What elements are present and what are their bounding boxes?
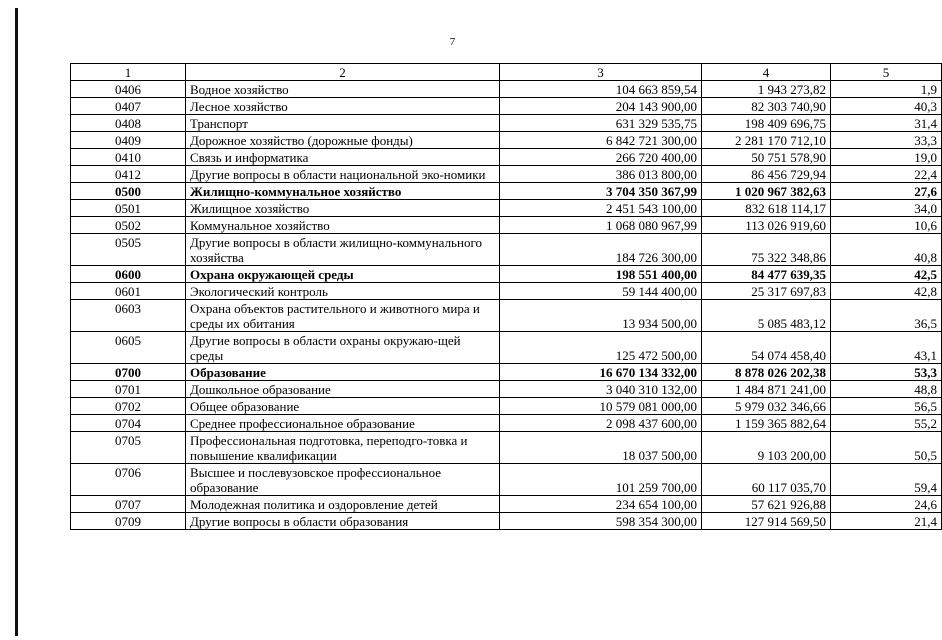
name-cell: Охрана объектов растительного и животного мира и среды их обитания: [186, 300, 500, 332]
amount-cell-col4: 5 979 032 346,66: [702, 398, 831, 415]
binding-edge-line: [15, 8, 18, 636]
percent-cell-col5: 48,8: [831, 381, 942, 398]
name-cell: Водное хозяйство: [186, 81, 500, 98]
name-cell: Другие вопросы в области жилищно-коммунального хозяйства: [186, 234, 500, 266]
table-row: [71, 217, 942, 234]
header-cell-5: 5: [831, 64, 942, 81]
code-cell: 0704: [71, 415, 186, 432]
percent-cell-col5: 42,5: [831, 266, 942, 283]
code-cell: 0502: [71, 217, 186, 234]
amount-cell-col4: 84 477 639,35: [702, 266, 831, 283]
amount-cell-col3: 234 654 100,00: [500, 496, 702, 513]
percent-cell-col5: 59,4: [831, 464, 942, 496]
code-cell: 0603: [71, 300, 186, 332]
percent-cell-col5: 31,4: [831, 115, 942, 132]
amount-cell-col3: 266 720 400,00: [500, 149, 702, 166]
amount-cell-col3: 204 143 900,00: [500, 98, 702, 115]
name-cell: Другие вопросы в области национальной эко-номики: [186, 166, 500, 183]
name-cell: Лесное хозяйство: [186, 98, 500, 115]
table-row: [71, 381, 942, 398]
amount-cell-col4: 113 026 919,60: [702, 217, 831, 234]
percent-cell-col5: 55,2: [831, 415, 942, 432]
code-cell: 0701: [71, 381, 186, 398]
amount-cell-col4: 75 322 348,86: [702, 234, 831, 266]
table-row: [71, 183, 942, 200]
table-row: [71, 266, 942, 283]
code-cell: 0705: [71, 432, 186, 464]
amount-cell-col3: 3 040 310 132,00: [500, 381, 702, 398]
amount-cell-col4: 2 281 170 712,10: [702, 132, 831, 149]
code-cell: 0406: [71, 81, 186, 98]
amount-cell-col4: 25 317 697,83: [702, 283, 831, 300]
amount-cell-col3: 3 704 350 367,99: [500, 183, 702, 200]
amount-cell-col4: 5 085 483,12: [702, 300, 831, 332]
table-row: [71, 464, 942, 496]
amount-cell-col4: 1 159 365 882,64: [702, 415, 831, 432]
name-cell: Жилищно-коммунальное хозяйство: [186, 183, 500, 200]
table-row: [71, 81, 942, 98]
table-row: [71, 166, 942, 183]
code-cell: 0501: [71, 200, 186, 217]
name-cell: Профессиональная подготовка, переподго-товка и повышение квалификации: [186, 432, 500, 464]
amount-cell-col3: 101 259 700,00: [500, 464, 702, 496]
percent-cell-col5: 19,0: [831, 149, 942, 166]
table-row: [71, 415, 942, 432]
table-row: [71, 300, 942, 332]
percent-cell-col5: 40,8: [831, 234, 942, 266]
code-cell: 0707: [71, 496, 186, 513]
table-row: [71, 332, 942, 364]
table-row: [71, 496, 942, 513]
amount-cell-col4: 198 409 696,75: [702, 115, 831, 132]
percent-cell-col5: 21,4: [831, 513, 942, 530]
name-cell: Молодежная политика и оздоровление детей: [186, 496, 500, 513]
percent-cell-col5: 1,9: [831, 81, 942, 98]
name-cell: Охрана окружающей среды: [186, 266, 500, 283]
amount-cell-col3: 198 551 400,00: [500, 266, 702, 283]
amount-cell-col3: 598 354 300,00: [500, 513, 702, 530]
name-cell: Транспорт: [186, 115, 500, 132]
amount-cell-col3: 386 013 800,00: [500, 166, 702, 183]
amount-cell-col4: 1 020 967 382,63: [702, 183, 831, 200]
code-cell: 0408: [71, 115, 186, 132]
code-cell: 0605: [71, 332, 186, 364]
amount-cell-col4: 57 621 926,88: [702, 496, 831, 513]
name-cell: Другие вопросы в области охраны окружаю-щей среды: [186, 332, 500, 364]
name-cell: Связь и информатика: [186, 149, 500, 166]
amount-cell-col4: 60 117 035,70: [702, 464, 831, 496]
name-cell: Дошкольное образование: [186, 381, 500, 398]
table-row: [71, 234, 942, 266]
code-cell: 0706: [71, 464, 186, 496]
amount-cell-col4: 86 456 729,94: [702, 166, 831, 183]
amount-cell-col3: 10 579 081 000,00: [500, 398, 702, 415]
percent-cell-col5: 40,3: [831, 98, 942, 115]
amount-cell-col4: 8 878 026 202,38: [702, 364, 831, 381]
code-cell: 0409: [71, 132, 186, 149]
budget-table-body: [71, 64, 942, 530]
percent-cell-col5: 42,8: [831, 283, 942, 300]
name-cell: Дорожное хозяйство (дорожные фонды): [186, 132, 500, 149]
amount-cell-col4: 54 074 458,40: [702, 332, 831, 364]
percent-cell-col5: 10,6: [831, 217, 942, 234]
amount-cell-col3: 16 670 134 332,00: [500, 364, 702, 381]
amount-cell-col3: 104 663 859,54: [500, 81, 702, 98]
code-cell: 0500: [71, 183, 186, 200]
code-cell: 0505: [71, 234, 186, 266]
header-cell-1: 1: [71, 64, 186, 81]
percent-cell-col5: 56,5: [831, 398, 942, 415]
amount-cell-col4: 9 103 200,00: [702, 432, 831, 464]
percent-cell-col5: 36,5: [831, 300, 942, 332]
name-cell: Образование: [186, 364, 500, 381]
code-cell: 0700: [71, 364, 186, 381]
percent-cell-col5: 33,3: [831, 132, 942, 149]
table-row: [71, 98, 942, 115]
amount-cell-col3: 6 842 721 300,00: [500, 132, 702, 149]
code-cell: 0410: [71, 149, 186, 166]
amount-cell-col4: 127 914 569,50: [702, 513, 831, 530]
amount-cell-col3: 631 329 535,75: [500, 115, 702, 132]
page-number: 7: [449, 36, 456, 48]
name-cell: Высшее и послевузовское профессиональное образование: [186, 464, 500, 496]
header-cell-4: 4: [702, 64, 831, 81]
amount-cell-col3: 184 726 300,00: [500, 234, 702, 266]
header-cell-3: 3: [500, 64, 702, 81]
table-row: [71, 200, 942, 217]
amount-cell-col3: 59 144 400,00: [500, 283, 702, 300]
code-cell: 0407: [71, 98, 186, 115]
amount-cell-col4: 1 484 871 241,00: [702, 381, 831, 398]
amount-cell-col4: 82 303 740,90: [702, 98, 831, 115]
table-row: [71, 432, 942, 464]
percent-cell-col5: 22,4: [831, 166, 942, 183]
code-cell: 0600: [71, 266, 186, 283]
amount-cell-col3: 2 098 437 600,00: [500, 415, 702, 432]
percent-cell-col5: 27,6: [831, 183, 942, 200]
table-row: [71, 513, 942, 530]
percent-cell-col5: 43,1: [831, 332, 942, 364]
percent-cell-col5: 50,5: [831, 432, 942, 464]
header-cell-2: 2: [186, 64, 500, 81]
code-cell: 0601: [71, 283, 186, 300]
amount-cell-col4: 50 751 578,90: [702, 149, 831, 166]
table-header-row: [71, 64, 942, 81]
percent-cell-col5: 34,0: [831, 200, 942, 217]
amount-cell-col3: 18 037 500,00: [500, 432, 702, 464]
amount-cell-col3: 125 472 500,00: [500, 332, 702, 364]
amount-cell-col4: 1 943 273,82: [702, 81, 831, 98]
code-cell: 0412: [71, 166, 186, 183]
amount-cell-col3: 2 451 543 100,00: [500, 200, 702, 217]
name-cell: Среднее профессиональное образование: [186, 415, 500, 432]
budget-table: [70, 63, 942, 530]
table-row: [71, 364, 942, 381]
amount-cell-col3: 13 934 500,00: [500, 300, 702, 332]
name-cell: Другие вопросы в области образования: [186, 513, 500, 530]
amount-cell-col3: 1 068 080 967,99: [500, 217, 702, 234]
table-row: [71, 115, 942, 132]
code-cell: 0702: [71, 398, 186, 415]
percent-cell-col5: 53,3: [831, 364, 942, 381]
code-cell: 0709: [71, 513, 186, 530]
name-cell: Жилищное хозяйство: [186, 200, 500, 217]
name-cell: Коммунальное хозяйство: [186, 217, 500, 234]
table-row: [71, 149, 942, 166]
table-row: [71, 398, 942, 415]
percent-cell-col5: 24,6: [831, 496, 942, 513]
name-cell: Общее образование: [186, 398, 500, 415]
name-cell: Экологический контроль: [186, 283, 500, 300]
table-row: [71, 132, 942, 149]
table-row: [71, 283, 942, 300]
amount-cell-col4: 832 618 114,17: [702, 200, 831, 217]
